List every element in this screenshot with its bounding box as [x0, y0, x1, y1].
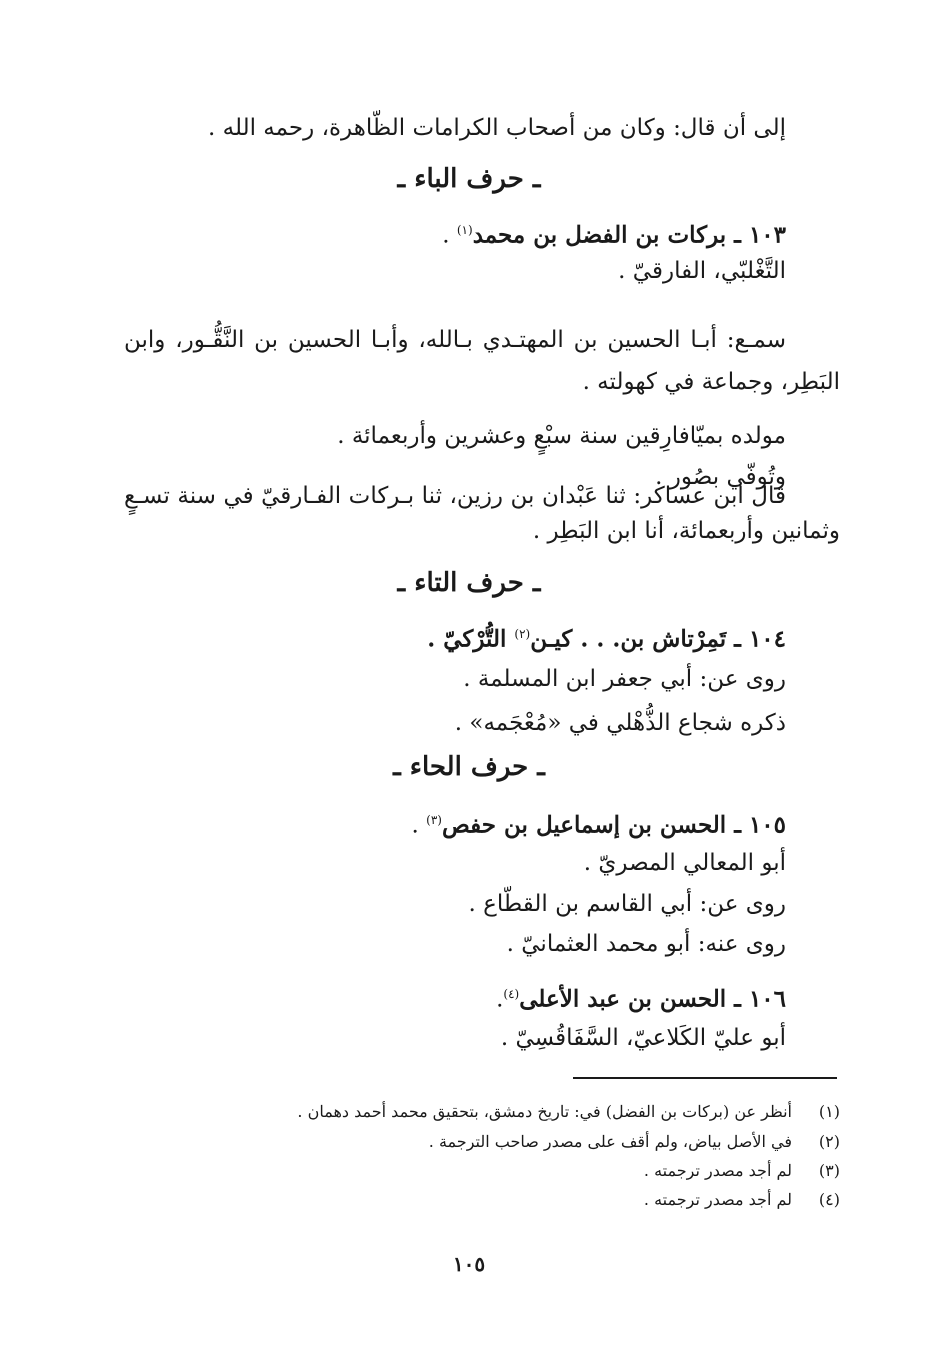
entry-104-mentioned: ذكره شجاع الذُّهْلي في «مُعْجَمه» . — [454, 710, 786, 736]
entry-106-title: ١٠٦ ـ الحسن بن عبد الأعلى — [519, 985, 786, 1013]
entry-105-title-line — [412, 804, 786, 842]
footnote-ref-1: (١) — [456, 223, 473, 237]
entry-105-narrated-from: روى عن: أبي القاسم بن القطّاع . — [468, 891, 786, 917]
footnote-2-text: في الأصل بياض، ولم أقف على مصدر صاحب الترجمة . — [428, 1132, 792, 1151]
entry-103-died: وتُوفّي بصُور . — [655, 464, 786, 490]
entry-104-title-line — [427, 618, 786, 656]
section-heading-ha: ـ حرف الحاء ـ — [393, 752, 545, 782]
entry-106-title-line — [496, 978, 786, 1016]
entry-103-heard-line-2: البَطِر، وجماعة في كهولته . — [582, 369, 840, 395]
entry-103-nisba: التَّغْلبّي، الفارقيّ . — [618, 258, 786, 284]
entry-105-kunya: أبو المعالي المصريّ . — [583, 850, 786, 876]
page-number: ١٠٥ — [452, 1252, 486, 1276]
entry-106-trail: . — [496, 986, 504, 1013]
entry-104-narrated: روى عن: أبي جعفر ابن المسلمة . — [463, 666, 786, 692]
footnote-1-text: أنظر عن (بركات بن الفضل) في: تاريخ دمشق، بتحقيق محمد أحمد دهمان . — [297, 1102, 792, 1121]
footnote-4-text: لم أجد مصدر ترجمته . — [643, 1190, 792, 1209]
footnote-3-number: (٣) — [818, 1161, 840, 1180]
entry-103-born: مولده بميّافارِقين سنة سبْعٍ وعشرين وأربعمائة . — [337, 423, 786, 449]
footnote-4 — [644, 1188, 840, 1212]
entry-103-trail: . — [442, 222, 457, 249]
section-heading-ta: ـ حرف التاء ـ — [397, 568, 541, 598]
entry-103-title: ١٠٣ ـ بركات بن الفضل بن محمد — [472, 221, 786, 249]
entry-104-title-a: ١٠٤ ـ تَمِرْتاش بن. . . كيـن — [530, 625, 786, 653]
footnote-2 — [429, 1130, 840, 1154]
footnote-ref-3: (٣) — [426, 813, 442, 827]
entry-105-title: ١٠٥ ـ الحسن بن إسماعيل بن حفص — [441, 811, 786, 839]
entry-103-asakir-line-1: قال ابن عساكر: ثنا عَبْدان بن رزين، ثنا بـركات الفـارقيّ في سنة تسـعٍ — [124, 483, 786, 509]
entry-106-kunya: أبو عليّ الكَلاعيّ، السَّفَاقُسِيّ . — [500, 1025, 786, 1051]
entry-104-title-b: التُّرْكيّ . — [427, 625, 515, 653]
opening-line: إلى أن قال: وكان من أصحاب الكرامات الظّاهرة، رحمه الله . — [208, 115, 786, 141]
entry-103-asakir-line-2: وثمانين وأربعمائة، أنا ابن البَطِر . — [532, 518, 840, 544]
footnote-ref-4: (٤) — [503, 987, 520, 1001]
entry-105-narrated-by: روى عنه: أبو محمد العثمانيّ . — [506, 931, 786, 957]
entry-103-title-line — [442, 214, 786, 252]
footnote-ref-2: (٢) — [514, 627, 531, 641]
footnote-1 — [297, 1100, 840, 1124]
entry-105-trail: . — [411, 812, 427, 839]
footnote-3 — [644, 1159, 840, 1183]
footnote-1-number: (١) — [818, 1102, 840, 1121]
footnote-4-number: (٤) — [818, 1190, 840, 1209]
footnote-separator — [573, 1077, 837, 1079]
footnote-2-number: (٢) — [818, 1132, 840, 1151]
entry-103-heard-line-1: سمـع: أبـا الحسين بن المهتـدي بـالله، وأبـا الحسين بن النَّقُّـور، وابن — [124, 327, 786, 353]
footnote-3-text: لم أجد مصدر ترجمته . — [643, 1161, 792, 1180]
section-heading-ba: ـ حرف الباء ـ — [397, 164, 541, 194]
